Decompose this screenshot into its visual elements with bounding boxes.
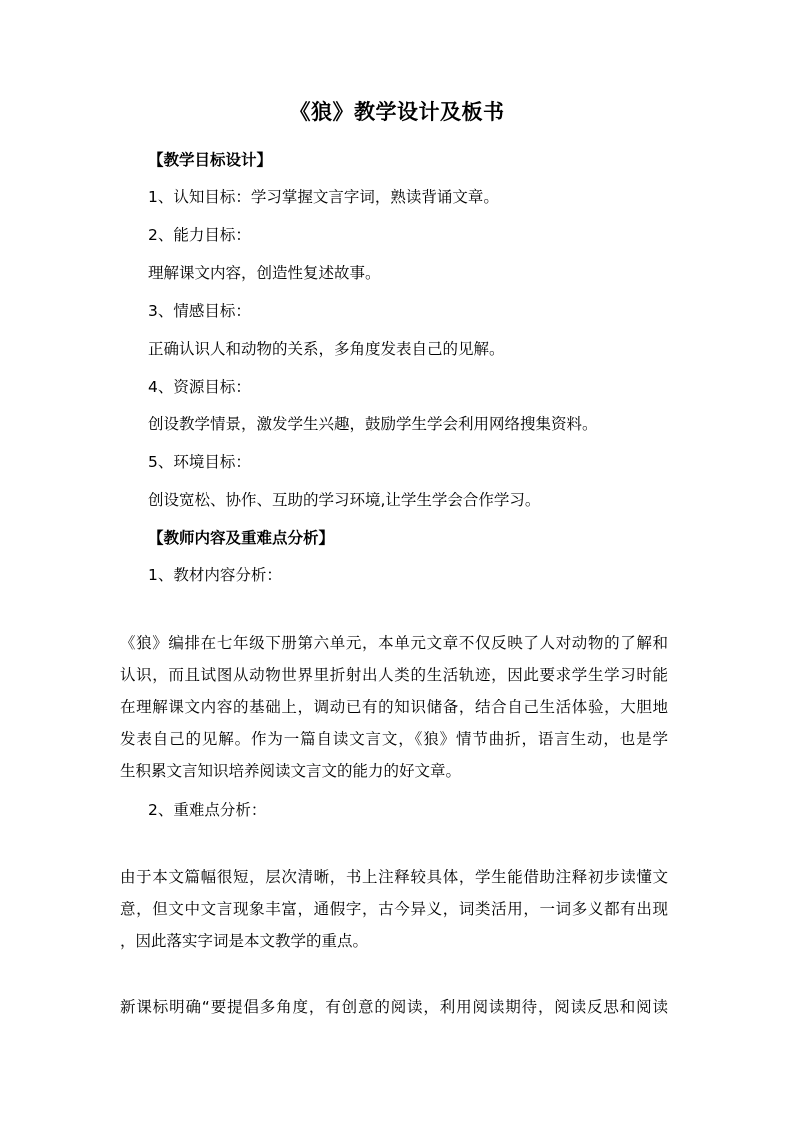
paragraph-line: 《狼》编排在七年级下册第六单元，本单元文章不仅反映了人对动物的了解和 [120,634,668,652]
analysis-key-points-label: 2、重难点分析： [148,801,267,819]
goal-environment-text: 创设宽松、协作、互助的学习环境,让学生学会合作学习。 [148,491,541,509]
goal-emotion-text: 正确认识人和动物的关系，多角度发表自己的见解。 [148,340,505,358]
paragraph-line: 发表自己的见解。作为一篇自读文言文，《狼》情节曲折，语言生动，也是学 [120,730,668,748]
paragraph-line: 生积累文言知识培养阅读文言文的能力的好文章。 [120,762,462,780]
goal-ability-text: 理解课文内容，创造性复述故事。 [148,264,381,282]
goal-resource-label: 4、资源目标： [148,378,251,396]
paragraph-line: 在理解课文内容的基础上，调动已有的知识储备，结合自己生活体验，大胆地 [120,698,668,716]
paragraph-line: 由于本文篇幅很短，层次清晰，书上注释较具体，学生能借助注释初步读懂文 [120,868,668,886]
section-heading-content-analysis: 【教师内容及重难点分析】 [148,529,335,547]
curriculum-standard-paragraph [120,991,668,1023]
analysis-material-label: 1、教材内容分析： [148,566,282,584]
section-heading-teaching-goals: 【教学目标设计】 [148,151,273,169]
document-title: 《狼》教学设计及板书 [289,100,505,124]
paragraph-line: 新课标明确“要提倡多角度，有创意的阅读，利用阅读期待，阅读反思和阅读 [120,998,668,1016]
goal-resource-text: 创设教学情景，激发学生兴趣，鼓励学生学会利用网络搜集资料。 [148,415,598,433]
analysis-material-paragraph [120,627,668,787]
paragraph-line: 认识，而且试图从动物世界里折射出人类的生活轨迹，因此要求学生学习时能 [120,666,668,684]
goal-cognitive: 1、认知目标：学习掌握文言字词，熟读背诵文章。 [148,188,499,206]
analysis-key-points-paragraph [120,861,668,957]
goal-ability-label: 2、能力目标： [148,226,251,244]
paragraph-line: 意，但文中文言现象丰富，通假字，古今异义，词类活用，一词多义都有出现 [120,900,668,918]
paragraph-line: ，因此落实字词是本文教学的重点。 [120,932,369,950]
goal-environment-label: 5、环境目标： [148,453,251,471]
goal-emotion-label: 3、情感目标： [148,302,251,320]
